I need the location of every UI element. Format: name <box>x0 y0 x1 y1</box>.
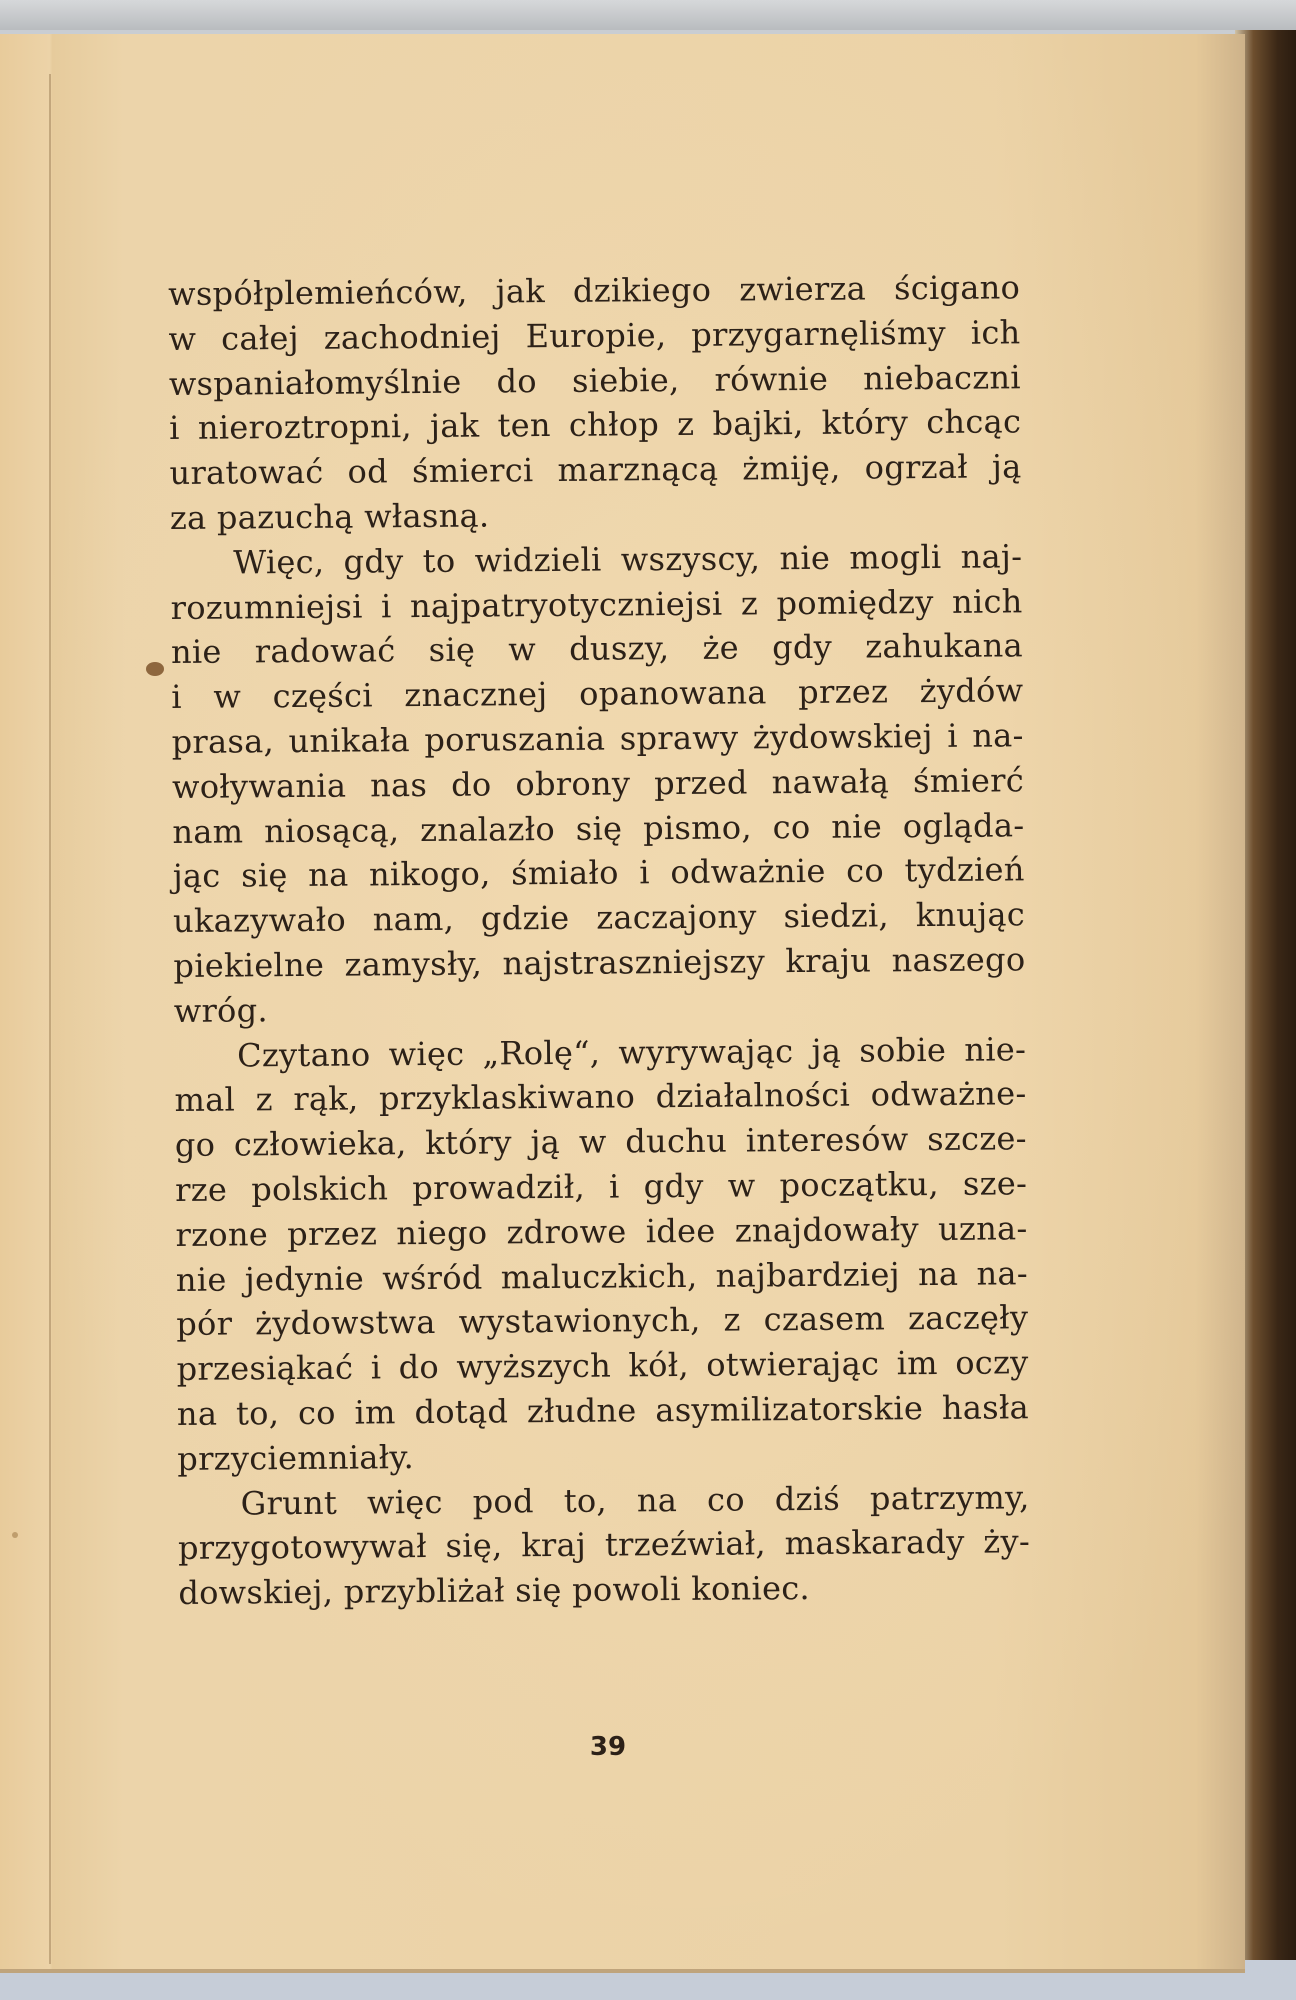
page-number: 39 <box>589 1732 627 1762</box>
text-line: na to, co im dotąd złudne asymilizatorskie hasła <box>176 1388 1030 1433</box>
text-line: go człowieka, który ją w duchu interesów szcze- <box>174 1119 1027 1165</box>
text-line: prasa, unikała poruszania sprawy żydowskiej i na- <box>171 716 1024 761</box>
text-line: nam niosącą, znalazło się pismo, co nie oglądа- <box>172 805 1025 851</box>
text-line: dowskiej, przybliżał się powoli koniec. <box>178 1569 811 1613</box>
text-line: przygotowywał się, kraj trzeźwiał, maskarady ży- <box>177 1522 1031 1568</box>
text-line: wspaniałomyślnie do siebie, równie niebaczni <box>168 357 1021 403</box>
page-gutter-line <box>49 74 51 1964</box>
text-line: Czytano więc „Rolę“, wyrywając ją sobie nie- <box>237 1029 1027 1075</box>
text-line: za pazuchą własną. <box>169 496 490 537</box>
text-line: przesiąkać i do wyższych kół, otwierając im oczy <box>176 1343 1029 1389</box>
text-line: przyciemniały. <box>177 1437 415 1478</box>
ink-speck <box>12 1532 18 1538</box>
text-line: rozumniejsi i najpatryotyczniejsi z pomiędzy nich <box>170 581 1023 627</box>
text-line: uratować od śmierci marznącą żmiję, ogrzał ją <box>169 447 1022 493</box>
text-line: Więc, gdy to widzieli wszyscy, nie mogli naj- <box>233 537 1023 582</box>
paragraph <box>168 265 1022 540</box>
text-line: nie radować się w duszy, że gdy zahukana <box>170 626 1024 672</box>
text-line: pór żydowstwa wystawionych, z czasem zaczęły <box>176 1298 1029 1344</box>
paragraph <box>170 534 1026 1033</box>
text-line: nie jedynie wśród maluczkich, najbardziej na na- <box>175 1253 1029 1299</box>
text-line: rzone przez niego zdrowe idee znajdowały uzna- <box>175 1209 1028 1254</box>
paragraph <box>177 1475 1030 1616</box>
text-line: woływania nas do obrony przed nawałą śmierć <box>171 761 1025 806</box>
text-line: ukazywało nam, gdzie zaczajony siedzi, knując <box>172 895 1026 941</box>
text-line: współplemieńców, jak dzikiego zwierza ścigano <box>168 268 1021 313</box>
text-line: rze polskich prowadził, i gdy w początku, sze- <box>175 1164 1028 1209</box>
text-line: i nieroztropni, jak ten chłop z bajki, który chcąc <box>169 402 1022 448</box>
book-page <box>0 34 1245 1973</box>
text-line: piekielne zamysły, najstraszniejszy kraju naszego <box>173 940 1026 985</box>
ink-stain <box>146 662 164 676</box>
text-line: wróg. <box>173 990 269 1030</box>
text-line: Grunt więc pod to, na co dziś patrzymy, <box>240 1477 1030 1522</box>
text-line: jąc się na nikogo, śmiało i odważnie co tydzień <box>172 850 1025 896</box>
body-text <box>168 265 1031 1616</box>
text-line: mal z rąk, przyklaskiwano działalności odważne- <box>174 1074 1027 1120</box>
paragraph <box>174 1027 1029 1482</box>
text-line: w całej zachodniej Europie, przygarnęliśmy ich <box>168 313 1021 358</box>
text-line: i w części znacznej opanowana przez żydów <box>171 671 1024 717</box>
scan-backdrop-top <box>0 0 1296 30</box>
